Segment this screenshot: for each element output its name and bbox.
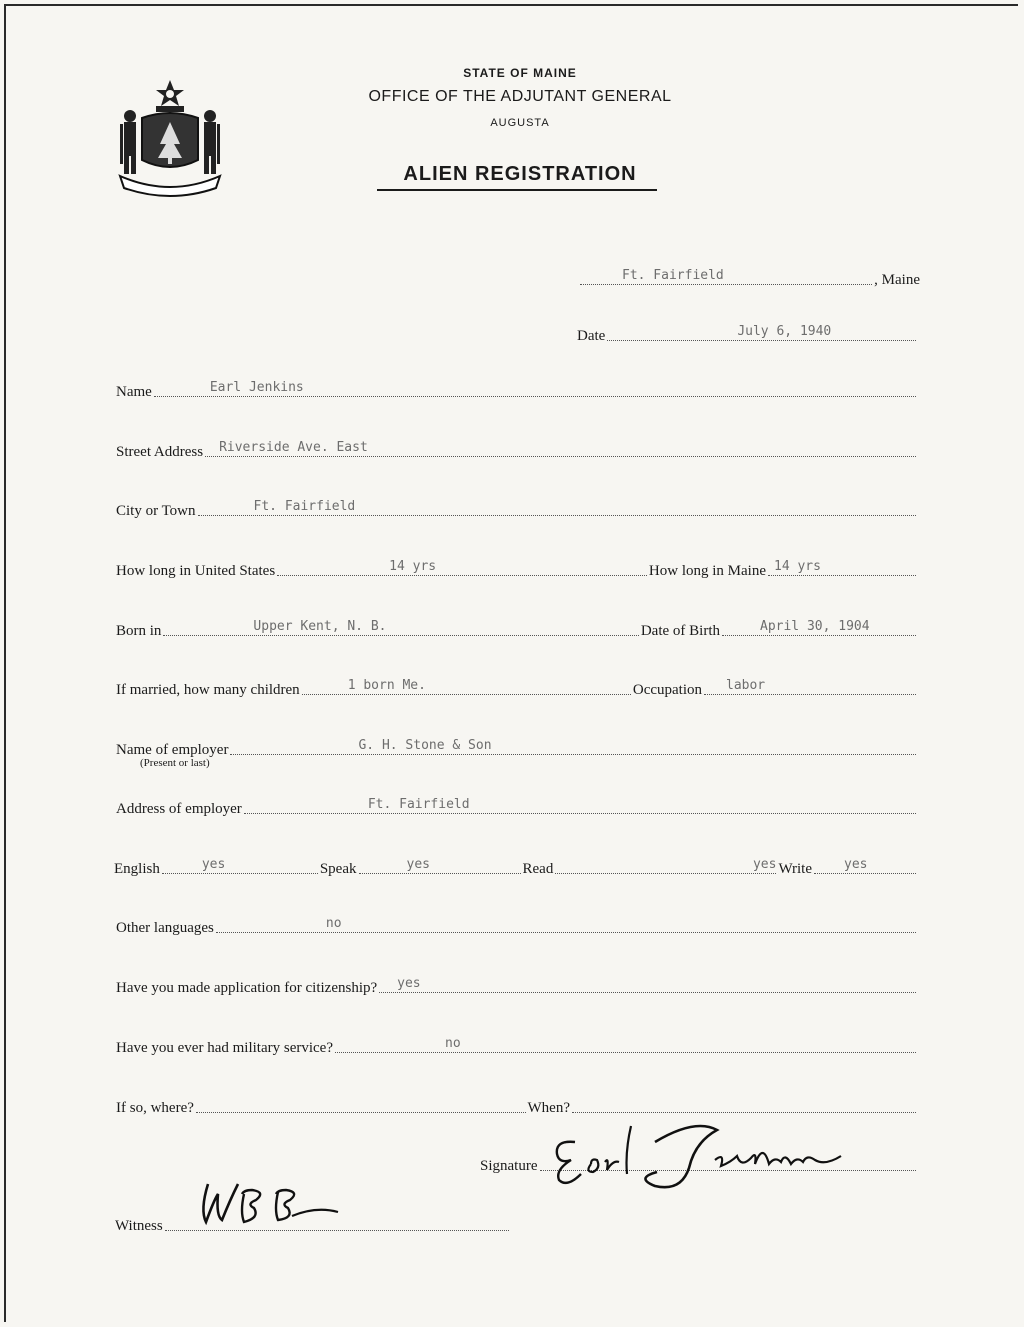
page-border — [4, 4, 1018, 1322]
read-value: yes — [752, 857, 777, 872]
when-label: When? — [527, 1100, 570, 1116]
witness-label: Witness — [115, 1218, 163, 1234]
date-label: Date — [577, 328, 606, 344]
city-town-field — [116, 497, 918, 519]
military-label: Have you ever had military service? — [116, 1040, 333, 1056]
name-value: Earl Jenkins — [209, 380, 304, 395]
citizenship-field — [116, 974, 918, 996]
maine-duration-value: 14 yrs — [774, 559, 821, 574]
military-field — [116, 1034, 918, 1056]
employer-field — [116, 736, 918, 758]
born-in-label: Born in — [116, 623, 162, 639]
signature-label: Signature — [480, 1158, 538, 1174]
read-label: Read — [522, 861, 554, 877]
date-value: July 6, 1940 — [737, 324, 832, 339]
date-field — [577, 322, 918, 344]
other-languages-value: no — [325, 916, 342, 931]
place-suffix: , Maine — [874, 272, 920, 288]
street-address-label: Street Address — [116, 444, 204, 460]
other-languages-field — [116, 914, 918, 936]
city-town-label: City or Town — [116, 503, 196, 519]
write-value: yes — [844, 857, 868, 872]
employer-label: Name of employer — [116, 742, 229, 758]
english-value: yes — [201, 857, 226, 872]
occupation-value: labor — [726, 678, 766, 693]
occupation-label: Occupation — [632, 682, 702, 698]
citizenship-value: yes — [397, 976, 421, 991]
us-duration-label: How long in United States — [116, 563, 276, 579]
place-field — [578, 266, 920, 288]
applicant-signature — [545, 1112, 865, 1192]
place-value: Ft. Fairfield — [622, 268, 724, 283]
street-address-field — [116, 438, 918, 460]
english-label: English — [114, 861, 160, 877]
employer-address-value: Ft. Fairfield — [367, 797, 470, 812]
street-address-value: Riverside Ave. East — [219, 440, 368, 455]
us-duration-value: 14 yrs — [389, 559, 437, 574]
title-underline — [377, 189, 657, 191]
city-town-value: Ft. Fairfield — [253, 499, 356, 514]
children-occupation-row — [116, 676, 918, 698]
maine-duration-label: How long in Maine — [648, 563, 766, 579]
children-label: If married, how many children — [116, 682, 300, 698]
children-value: 1 born Me. — [347, 678, 426, 693]
other-languages-label: Other languages — [116, 920, 214, 936]
date-of-birth-label: Date of Birth — [640, 623, 720, 639]
office-heading: OFFICE OF THE ADJUTANT GENERAL — [368, 88, 672, 105]
birth-row — [116, 617, 918, 639]
employer-note: (Present or last) — [140, 757, 210, 769]
state-heading: STATE OF MAINE — [463, 66, 577, 80]
city-heading: AUGUSTA — [490, 117, 550, 129]
employer-value: G. H. Stone & Son — [358, 738, 492, 753]
duration-row — [116, 557, 918, 579]
speak-label: Speak — [319, 861, 357, 877]
form-title: ALIEN REGISTRATION — [403, 163, 637, 185]
citizenship-label: Have you made application for citizenship? — [116, 980, 378, 996]
where-label: If so, where? — [116, 1100, 194, 1116]
write-label: Write — [778, 861, 812, 877]
date-of-birth-value: April 30, 1904 — [760, 619, 870, 634]
language-skills-row — [114, 855, 918, 877]
speak-value: yes — [406, 857, 430, 872]
witness-signature — [186, 1170, 356, 1240]
employer-address-label: Address of employer — [116, 801, 242, 817]
name-label: Name — [116, 384, 152, 400]
name-field — [116, 378, 918, 400]
employer-address-field — [116, 795, 918, 817]
born-in-value: Upper Kent, N. B. — [253, 619, 387, 634]
military-value: no — [445, 1036, 461, 1051]
